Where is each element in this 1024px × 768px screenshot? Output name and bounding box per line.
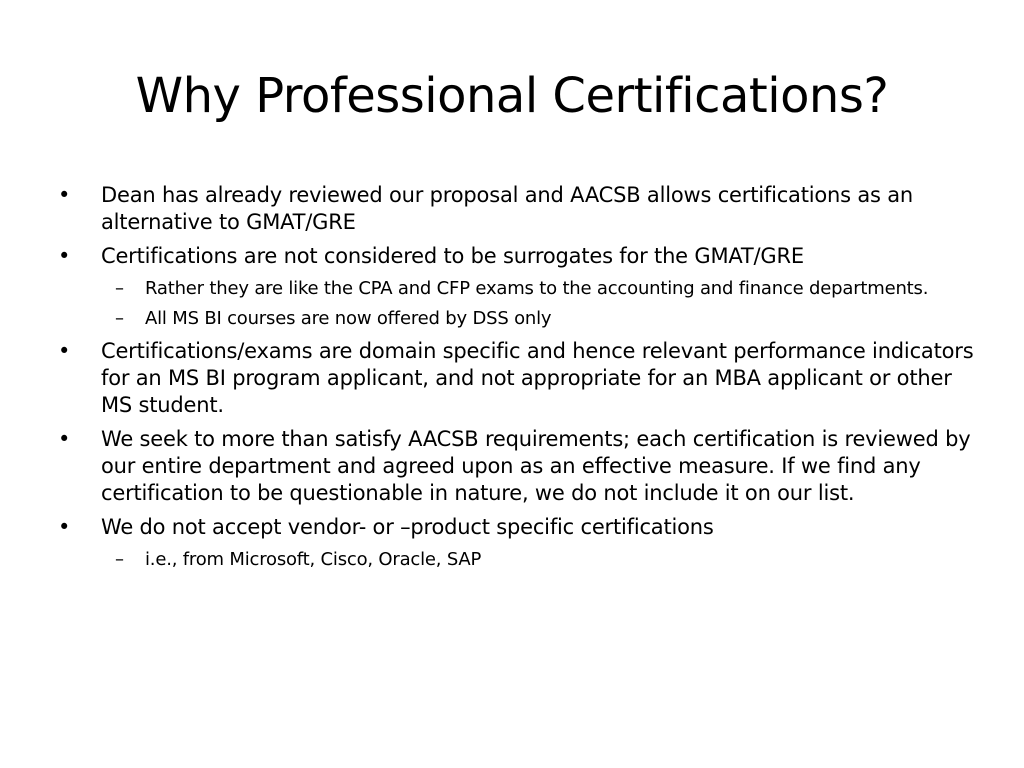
bullet-icon: • (58, 339, 71, 363)
sub-bullet-item-5-1 (101, 548, 978, 571)
sub-bullet-text: Rather they are like the CPA and CFP exams to the accounting and finance departments. (145, 278, 929, 299)
bullet-text: Certifications are not considered to be surrogates for the GMAT/GRE (101, 244, 804, 268)
sub-bullet-item-2-2 (101, 307, 978, 330)
bullet-item-4 (58, 426, 978, 507)
bullet-icon: • (58, 427, 71, 451)
bullet-text: Certifications/exams are domain specific and hence relevant performance indicators for an MS BI program applicant, and not appropriate for an MBA applicant or other MS student. (101, 339, 974, 417)
bullet-icon: • (58, 183, 71, 207)
bullet-item-1 (58, 182, 978, 236)
bullet-text: We seek to more than satisfy AACSB requirements; each certification is reviewed by our entire department and agreed upon as an effective measure. If we find any certification to be questionable in nature, we do not include it on our list. (101, 427, 971, 505)
bullet-item-2 (58, 243, 978, 270)
dash-icon: – (115, 308, 124, 329)
sub-bullet-item-2-1 (101, 277, 978, 300)
dash-icon: – (115, 549, 124, 570)
sub-bullet-text: All MS BI courses are now offered by DSS only (145, 308, 552, 329)
dash-icon: – (115, 278, 124, 299)
bullet-item-5 (58, 514, 978, 541)
bullet-icon: • (58, 244, 71, 268)
bullet-icon: • (58, 515, 71, 539)
sub-bullet-text: i.e., from Microsoft, Cisco, Oracle, SAP (145, 549, 482, 570)
bullet-text: Dean has already reviewed our proposal and AACSB allows certifications as an alternative to GMAT/GRE (101, 183, 914, 234)
bullet-text: We do not accept vendor- or –product specific certifications (101, 515, 714, 539)
slide-body (58, 182, 978, 579)
slide-title: Why Professional Certifications? (135, 68, 889, 124)
bullet-item-3 (58, 338, 978, 419)
